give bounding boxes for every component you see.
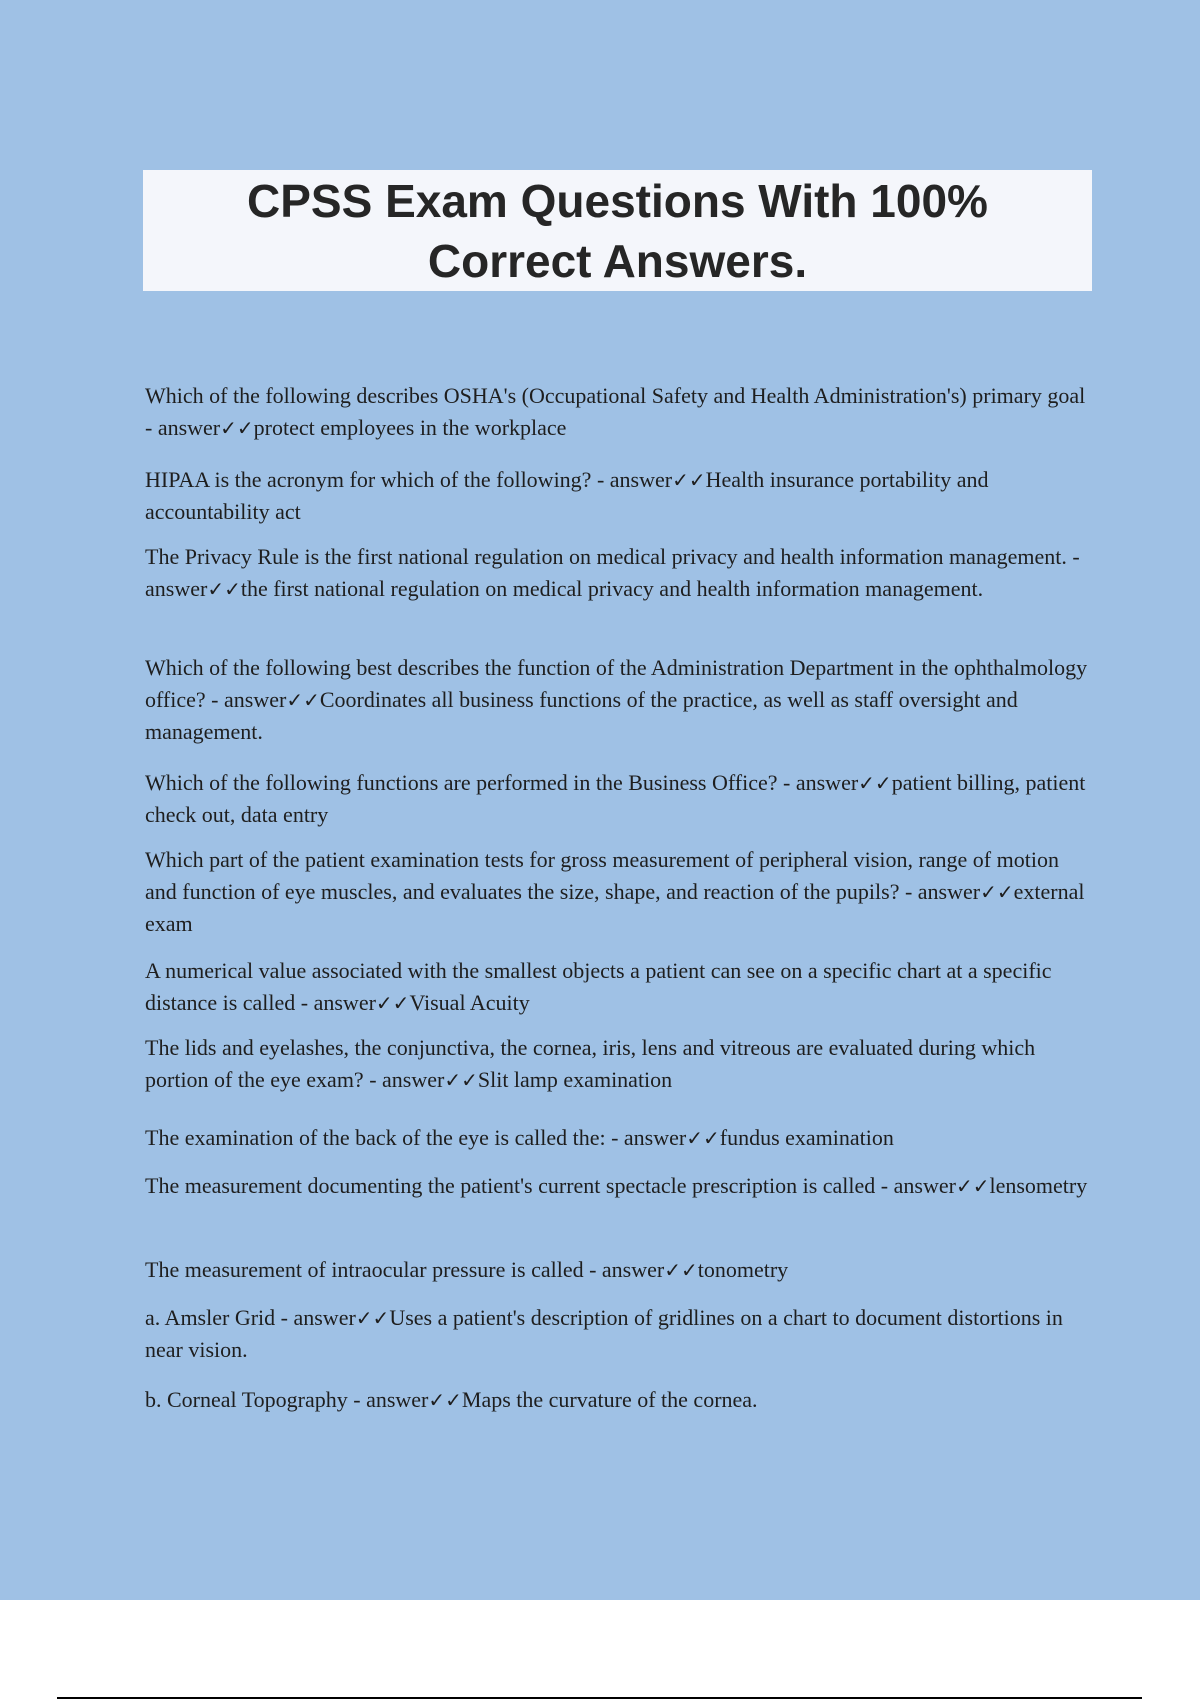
answer-text: protect employees in the workplace	[253, 415, 567, 440]
footer-divider	[57, 1697, 1142, 1699]
question-text: The Privacy Rule is the first national regulation on medical privacy and health information management.	[145, 544, 1067, 569]
page-title: CPSS Exam Questions With 100% Correct Answers.	[247, 174, 988, 287]
checkmark-icon: ✓✓	[672, 468, 706, 492]
question-text: Which of the following best describes the function of the Administration Department in the ophthalmology office?	[145, 655, 1088, 712]
answer-text: external exam	[145, 879, 1085, 936]
checkmark-icon: ✓✓	[355, 1306, 390, 1330]
answer-separator: - answer	[899, 879, 981, 904]
question-text: Which part of the patient examination tests for gross measurement of peripheral vision, range of motion and function of eye muscles, and evaluates the size, shape, and reaction of the pupils?	[145, 847, 1059, 904]
qa-item-7	[145, 955, 1090, 1019]
answer-separator: - answer	[347, 1387, 429, 1412]
checkmark-icon: ✓✓	[375, 991, 410, 1015]
answer-separator: - answer	[275, 1305, 356, 1330]
answer-separator: - answer	[777, 770, 859, 795]
question-text: The measurement of intraocular pressure is called	[145, 1257, 584, 1282]
checkmark-icon: ✓✓	[955, 1174, 990, 1198]
answer-separator: - answer	[583, 1257, 665, 1282]
answer-separator: - answer	[363, 1067, 445, 1092]
qa-item-11	[145, 1254, 1090, 1286]
answer-separator: - answer	[295, 990, 376, 1015]
qa-item-2	[145, 464, 1090, 528]
qa-item-5	[145, 767, 1090, 831]
qa-item-1	[145, 380, 1090, 444]
qa-item-13	[145, 1384, 1090, 1416]
question-text: A numerical value associated with the smallest objects a patient can see on a specific chart at a specific distance is called	[145, 958, 1052, 1015]
answer-separator: - answer	[591, 467, 673, 492]
question-text: The examination of the back of the eye is called the:	[145, 1125, 606, 1150]
answer-text: Health insurance portability and accountability act	[145, 467, 989, 524]
question-text: b. Corneal Topography	[145, 1387, 348, 1412]
question-text: Which of the following describes OSHA's (Occupational Safety and Health Administration's) primary goal	[145, 383, 1086, 408]
qa-item-9	[145, 1122, 1090, 1154]
checkmark-icon: ✓✓	[664, 1258, 698, 1282]
answer-text: Visual Acuity	[409, 990, 530, 1015]
checkmark-icon: ✓✓	[980, 880, 1014, 904]
checkmark-icon: ✓✓	[428, 1388, 462, 1412]
checkmark-icon: ✓✓	[858, 771, 892, 795]
answer-separator: - answer	[605, 1125, 687, 1150]
answer-text: Coordinates all business functions of the practice, as well as staff oversight and management.	[145, 687, 1018, 744]
answer-text: Maps the curvature of the cornea.	[461, 1387, 758, 1412]
answer-separator: - answer	[145, 415, 221, 440]
answer-separator: - answer	[145, 544, 1080, 601]
answer-separator: - answer	[875, 1173, 956, 1198]
answer-text: the first national regulation on medical privacy and health information management.	[240, 576, 984, 601]
question-text: HIPAA is the acronym for which of the following?	[145, 467, 592, 492]
answer-text: tonometry	[697, 1257, 789, 1282]
checkmark-icon: ✓✓	[207, 577, 241, 601]
qa-item-8	[145, 1032, 1090, 1096]
checkmark-icon: ✓✓	[686, 1126, 720, 1150]
answer-separator: - answer	[205, 687, 287, 712]
answer-text: Slit lamp examination	[477, 1067, 673, 1092]
qa-item-10	[145, 1170, 1090, 1202]
checkmark-icon: ✓✓	[444, 1068, 478, 1092]
answer-text: Uses a patient's description of gridlines on a chart to document distortions in near vision.	[145, 1305, 1063, 1362]
answer-text: lensometry	[989, 1173, 1088, 1198]
qa-item-4	[145, 652, 1090, 748]
answer-text: patient billing, patient check out, data entry	[145, 770, 1086, 827]
question-text: Which of the following functions are performed in the Business Office?	[145, 770, 778, 795]
checkmark-icon: ✓✓	[220, 416, 254, 440]
question-text: The measurement documenting the patient's current spectacle prescription is called	[145, 1173, 876, 1198]
qa-item-3	[145, 541, 1090, 605]
title-banner	[143, 170, 1092, 291]
checkmark-icon: ✓✓	[286, 688, 320, 712]
question-text: a. Amsler Grid	[145, 1305, 276, 1330]
question-text: The lids and eyelashes, the conjunctiva, the cornea, iris, lens and vitreous are evaluated during which portion of the eye exam?	[145, 1035, 1036, 1092]
qa-item-12	[145, 1302, 1090, 1366]
qa-item-6	[145, 844, 1090, 940]
answer-text: fundus examination	[719, 1125, 894, 1150]
